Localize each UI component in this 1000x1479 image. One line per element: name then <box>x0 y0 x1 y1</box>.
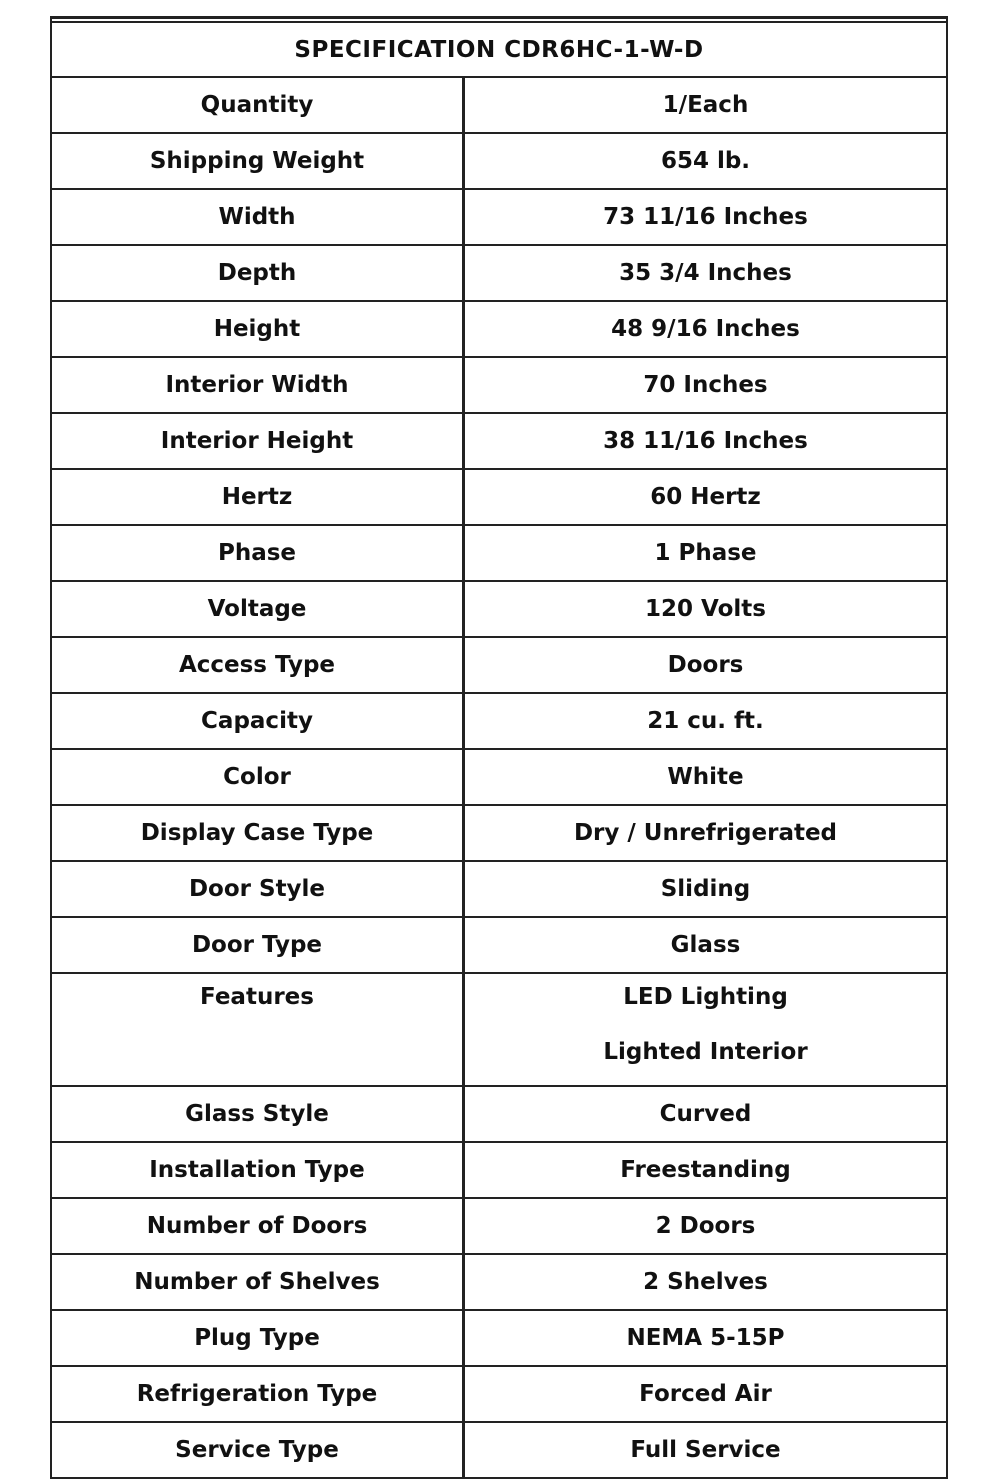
spec-label: Door Style <box>52 862 465 916</box>
spec-value: Dry / Unrefrigerated <box>573 820 838 846</box>
table-row <box>52 302 946 358</box>
spec-label: Voltage <box>52 582 465 636</box>
spec-value: 60 Hertz <box>650 484 761 510</box>
table-row <box>52 918 946 974</box>
spec-label: Access Type <box>52 638 465 692</box>
spec-label: Hertz <box>52 470 465 524</box>
table-row <box>52 638 946 694</box>
table-row <box>52 526 946 582</box>
spec-value: 2 Shelves <box>643 1268 768 1295</box>
spec-label: Display Case Type <box>52 806 465 860</box>
table-row <box>52 1087 946 1143</box>
spec-label: Number of Doors <box>52 1199 465 1253</box>
spec-label: Service Type <box>52 1423 465 1477</box>
spec-value: 120 Volts <box>645 596 766 622</box>
table-row <box>52 246 946 302</box>
table-row <box>52 1143 946 1199</box>
table-row <box>52 582 946 638</box>
spec-value: 73 11/16 Inches <box>603 204 808 230</box>
spec-label-text: Features <box>200 984 314 1010</box>
table-row <box>52 1199 946 1255</box>
spec-label: Number of Shelves <box>52 1255 465 1309</box>
spec-label: Door Type <box>52 918 465 972</box>
spec-label: Phase <box>52 526 465 580</box>
spec-label: Installation Type <box>52 1143 465 1197</box>
spec-value <box>465 974 946 1085</box>
table-row <box>52 1255 946 1311</box>
spec-value: 48 9/16 Inches <box>611 316 800 342</box>
table-row <box>52 1311 946 1367</box>
spec-label: Interior Height <box>52 414 465 468</box>
spec-value: 70 Inches <box>643 372 768 398</box>
spec-value: White <box>667 764 744 790</box>
table-row <box>52 358 946 414</box>
spec-label: Color <box>52 750 465 804</box>
spec-label: Refrigeration Type <box>52 1367 465 1421</box>
spec-value: Full Service <box>630 1436 781 1463</box>
spec-title: SPECIFICATION CDR6HC-1-W-D <box>52 21 946 78</box>
spec-label: Glass Style <box>52 1087 465 1141</box>
spec-label: Depth <box>52 246 465 300</box>
spec-label: Height <box>52 302 465 356</box>
spec-value: 1/Each <box>662 92 749 118</box>
table-row <box>52 750 946 806</box>
spec-rows <box>52 78 946 1479</box>
spec-value: 2 Doors <box>655 1212 756 1239</box>
spec-label: Capacity <box>52 694 465 748</box>
spec-value: Freestanding <box>620 1156 791 1183</box>
spec-table <box>50 16 948 1479</box>
spec-value: Forced Air <box>639 1380 772 1407</box>
spec-label: Plug Type <box>52 1311 465 1365</box>
spec-value: Doors <box>667 652 744 678</box>
spec-value: 654 lb. <box>660 148 751 174</box>
spec-label: Interior Width <box>52 358 465 412</box>
spec-label <box>52 974 465 1085</box>
spec-value-line: Lighted Interior <box>603 1039 808 1066</box>
table-row <box>52 1367 946 1423</box>
spec-value: Curved <box>659 1100 752 1127</box>
table-row <box>52 470 946 526</box>
table-row <box>52 190 946 246</box>
spec-value: NEMA 5-15P <box>626 1324 785 1351</box>
spec-value: 35 3/4 Inches <box>619 260 792 286</box>
table-row <box>52 862 946 918</box>
spec-value: Sliding <box>660 876 751 902</box>
table-row <box>52 974 946 1087</box>
spec-label: Quantity <box>52 78 465 132</box>
table-row <box>52 78 946 134</box>
table-row <box>52 806 946 862</box>
table-row <box>52 414 946 470</box>
spec-value: Glass <box>670 932 741 958</box>
spec-label: Shipping Weight <box>52 134 465 188</box>
spec-value-line: LED Lighting <box>623 984 788 1010</box>
table-row <box>52 694 946 750</box>
table-row <box>52 1423 946 1479</box>
table-row <box>52 134 946 190</box>
spec-value: 21 cu. ft. <box>647 708 764 734</box>
spec-value: 1 Phase <box>654 540 757 566</box>
spec-label: Width <box>52 190 465 244</box>
spec-value: 38 11/16 Inches <box>603 428 808 454</box>
